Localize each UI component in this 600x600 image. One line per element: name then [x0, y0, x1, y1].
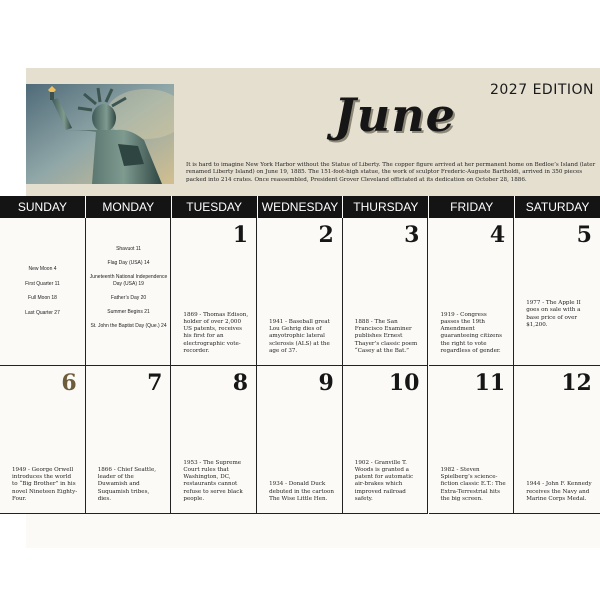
month-title: June: [334, 88, 456, 142]
calendar-cell-day-7[interactable]: [86, 366, 172, 514]
weekday-monday: MONDAY: [86, 196, 172, 218]
calendar-cell-day-5[interactable]: [514, 218, 600, 366]
day-number: 5: [576, 222, 592, 248]
calendar-cell-day-8[interactable]: [171, 366, 257, 514]
calendar-cell-day-10[interactable]: [343, 366, 429, 514]
calendar-page: [12, 68, 600, 548]
day-number: 11: [474, 370, 506, 396]
holiday-item: Juneteenth National Independence Day (USA) 19: [89, 274, 168, 287]
calendar-cell-day-12[interactable]: [514, 366, 600, 514]
day-event-note: 1944 - John F. Kennedy receives the Navy and Marine Corps Medal.: [526, 481, 592, 502]
calendar-cell-day-3[interactable]: [343, 218, 429, 366]
weekday-thursday: THURSDAY: [343, 196, 429, 218]
calendar-cell-day-4[interactable]: [429, 218, 515, 366]
day-event-note: 1902 - Granville T. Woods is granted a patent for automatic air-brakes which improved railroad safety.: [354, 459, 414, 502]
calendar-header: [17, 68, 600, 214]
day-event-note: 1934 - Donald Duck debuted in the cartoon The Wise Little Hen.: [269, 481, 334, 502]
calendar-cell-day-1[interactable]: [171, 218, 257, 366]
day-number: 1: [232, 222, 249, 248]
day-number: 10: [388, 370, 420, 396]
day-event-note: 1949 - George Orwell introduces the world to “Big Brother” in his novel Nineteen Eighty-Four.: [12, 466, 78, 502]
edition-label: 2027 EDITION: [489, 82, 594, 98]
day-event-note: 1866 - Chief Seattle, leader of the Duwamish and Suquamish tribes, dies.: [97, 466, 157, 502]
day-number: 7: [147, 370, 163, 396]
day-event-note: 1953 - The Supreme Court rules that Washington, DC, restaurants cannot refuse to serve black people.: [183, 459, 243, 502]
holiday-item: Flag Day (USA) 14: [107, 260, 150, 266]
calendar-cell-day-9[interactable]: [257, 366, 343, 514]
weekday-wednesday: WEDNESDAY: [258, 196, 344, 218]
holiday-item: St. John the Baptist Day (Que.) 24: [90, 323, 167, 329]
day-event-note: 1888 - The San Francisco Examiner publishes Ernest Thayer’s classic poem “Casey at the Bat.”: [354, 318, 418, 354]
calendar-cell-holidays: [86, 218, 172, 366]
holidays-list: [86, 246, 172, 337]
day-number: 8: [232, 370, 249, 396]
day-number: 3: [404, 222, 420, 248]
intro-paragraph: It is hard to imagine New York Harbor without the Statue of Liberty. The copper figure arrived at her permanent home on Bedloe’s Island (later renamed Liberty Island) on June 19, 1885. The 151-foot-high statue, the work of sculptor Frederic-Auguste Bartholdi, arrived in 350 pieces packed into 214 crates. Once reassembled, President Grover Cleveland officiated at its dedication on October 28, 1886.: [186, 162, 596, 183]
moon-phase-item: New Moon 4: [28, 266, 57, 272]
weekday-friday: FRIDAY: [429, 196, 515, 218]
day-number: 4: [489, 222, 506, 248]
statue-of-liberty-icon: [26, 84, 174, 184]
calendar-cell-moon-phases: [0, 218, 86, 366]
calendar-cell-day-2[interactable]: [257, 218, 343, 366]
day-number: 6: [61, 370, 77, 396]
day-number: 12: [561, 370, 592, 396]
day-number: 9: [318, 370, 334, 396]
holiday-item: Summer Begins 21: [107, 309, 150, 315]
day-event-note: 1982 - Steven Spielberg’s science-fiction classic E.T.: The Extra-Terrestrial hits the big screen.: [440, 466, 506, 502]
calendar-cell-day-11[interactable]: [429, 366, 515, 514]
calendar-cell-day-6[interactable]: [0, 366, 86, 514]
weekday-saturday: SATURDAY: [525, 200, 590, 214]
weekday-sunday: SUNDAY: [0, 196, 86, 218]
holiday-item: Shavuot 11: [116, 246, 141, 252]
moon-phase-item: First Quarter 11: [25, 280, 60, 287]
moon-phase-item: Full Moon 18: [28, 295, 57, 301]
day-event-note: 1919 - Congress passes the 19th Amendment guaranteeing citizens the right to vote regardless of gender.: [440, 311, 502, 354]
day-number: 2: [318, 222, 334, 248]
day-event-note: 1977 - The Apple II goes on sale with a base price of over $1,200.: [526, 300, 581, 328]
calendar-grid: [0, 218, 600, 548]
moon-phases-list: [0, 262, 85, 320]
moon-phase-item: Last Quarter 27: [25, 309, 60, 316]
day-event-note: 1941 - Baseball great Lou Gehrig dies of amyotrophic lateral sclerosis (ALS) at the age of 37.: [269, 318, 330, 354]
weekday-tuesday: TUESDAY: [172, 196, 258, 218]
holiday-item: Father’s Day 20: [110, 295, 147, 301]
weekday-header-bar: [0, 196, 600, 218]
statue-of-liberty-photo: [26, 84, 174, 184]
day-event-note: 1869 - Thomas Edison, holder of over 2,000 US patents, receives his first for an electrographic vote-recorder.: [183, 311, 249, 354]
